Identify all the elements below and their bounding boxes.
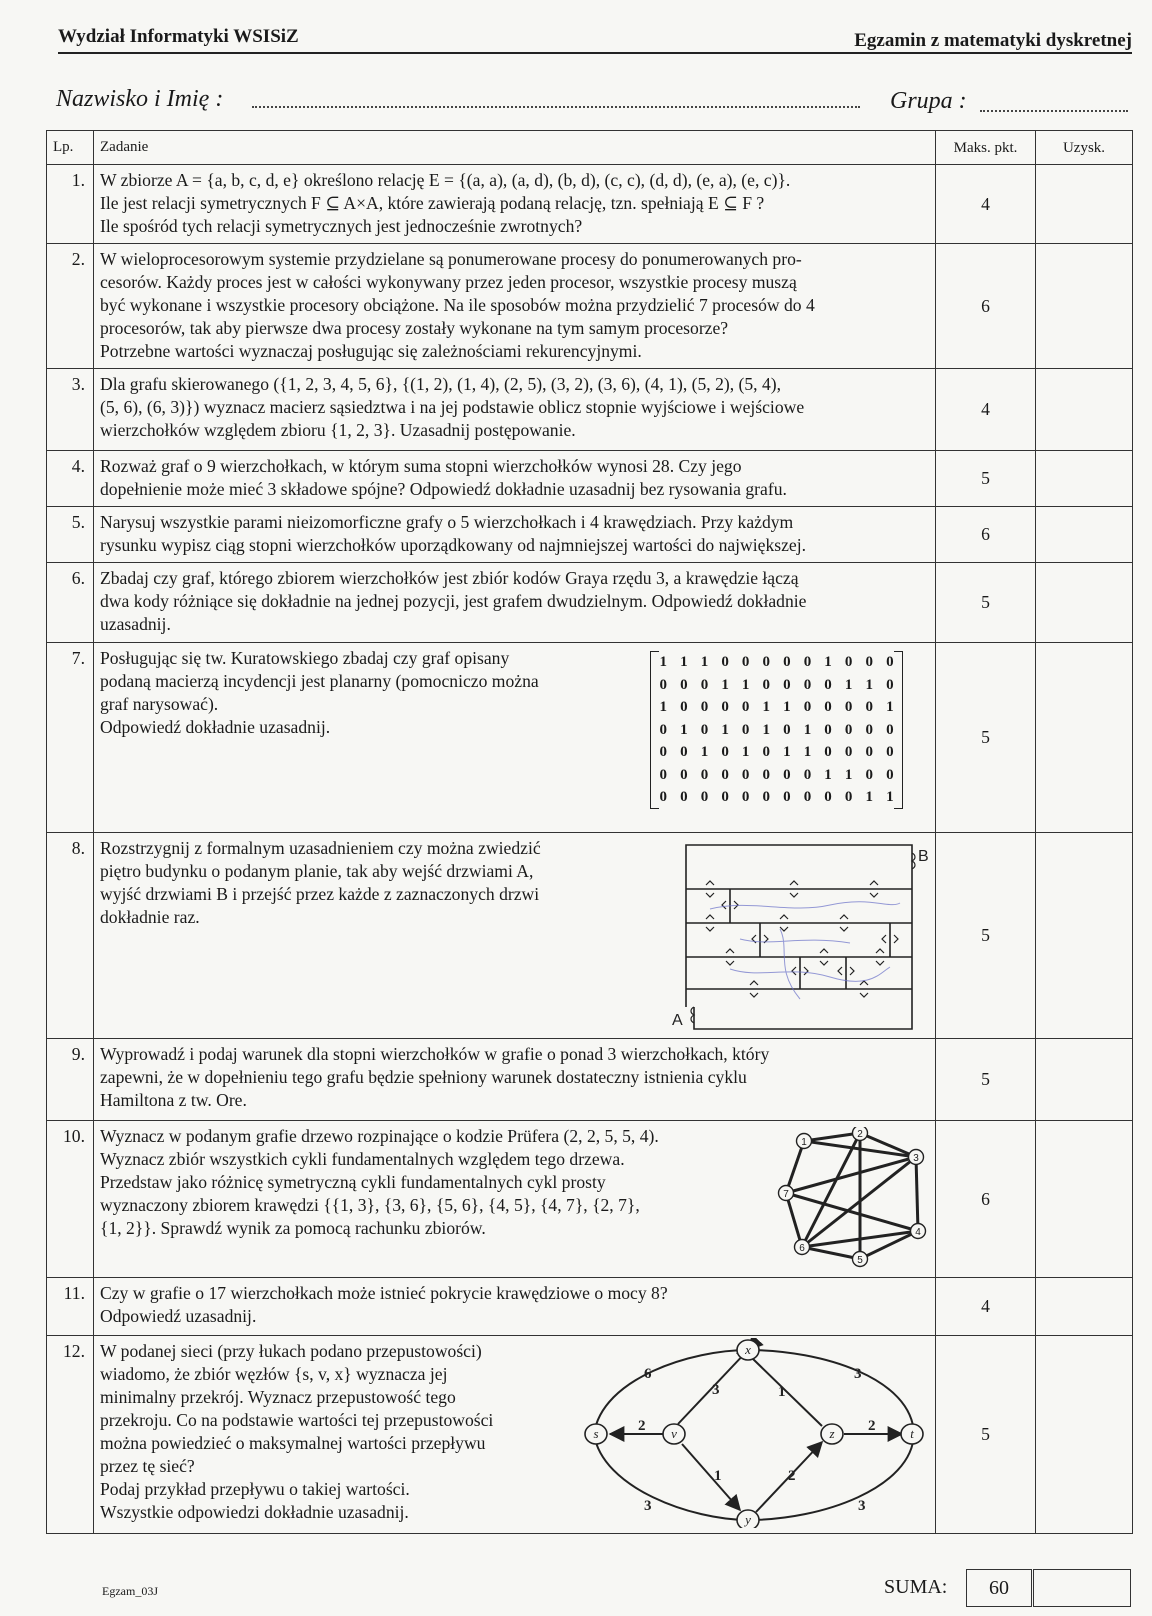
matrix-cell: 0 [659, 789, 668, 805]
matrix-cell: 1 [721, 721, 729, 738]
graph-node-label: 6 [799, 1243, 805, 1254]
graph-edge [804, 1133, 860, 1141]
task-row [47, 165, 1133, 244]
task-line: piętro budynku o podanym planie, tak aby wejść drzwiami A, [100, 861, 534, 881]
matrix-cell: 0 [741, 789, 750, 805]
task-number: 2. [47, 244, 94, 369]
matrix-cell: 1 [783, 744, 791, 760]
graph-node-label: 2 [857, 1129, 863, 1140]
task-line: minimalny przekrój. Wyznacz przepustowość tego [100, 1387, 456, 1407]
matrix-row [653, 674, 900, 697]
matrix-cell: 1 [844, 676, 853, 693]
matrix-cell: 1 [824, 654, 832, 670]
task-row [47, 369, 1133, 451]
capacity-label: 3 [858, 1498, 866, 1514]
matrix-cell: 0 [824, 699, 832, 715]
matrix-cell: 1 [721, 676, 729, 693]
matrix-cell: 0 [680, 699, 688, 715]
capacity-label: 3 [644, 1498, 652, 1514]
task-line: wyznaczony zbiorem krawędzi {{1, 3}, {3, 6}, {5, 6}, {4, 5}, {4, 7}, {2, 7}, [100, 1195, 640, 1215]
task-row [47, 1121, 1133, 1278]
matrix-cell: 0 [865, 766, 873, 783]
matrix-cell: 0 [680, 744, 688, 760]
task-line: rysunku wypisz ciąg stopni wierzchołków uporządkowany od najmniejszej wartości do największej. [100, 535, 807, 555]
earned-points-cell[interactable] [1036, 451, 1133, 507]
task-row [47, 451, 1133, 507]
matrix-cell: 1 [680, 721, 688, 738]
matrix-cell: 0 [844, 699, 853, 715]
task-text [94, 563, 936, 643]
matrix-cell: 0 [700, 789, 709, 805]
incidence-matrix [650, 651, 903, 809]
task-line: przez tę sieć? [100, 1456, 195, 1476]
matrix-row [653, 741, 900, 764]
matrix-cell: 0 [803, 654, 812, 670]
matrix-cell: 0 [865, 744, 873, 760]
capacity-label: 1 [714, 1468, 722, 1484]
matrix-cell: 0 [865, 654, 873, 670]
node-label: x [745, 1342, 751, 1357]
matrix-cell: 0 [680, 766, 688, 783]
graph-edge [916, 1157, 918, 1231]
task-number: 4. [47, 451, 94, 507]
exam-code: Egzam_03J [102, 1584, 158, 1598]
matrix-cell: 0 [803, 699, 812, 715]
task-line: Ile spośród tych relacji symetrycznych jest jednocześnie zwrotnych? [100, 216, 583, 236]
task-number: 6. [47, 563, 94, 643]
sum-earned-cell[interactable] [1033, 1569, 1131, 1607]
matrix-cell: 1 [803, 744, 812, 760]
task-line: {1, 2}}. Sprawdź wynik za pomocą rachunku zbiorów. [100, 1218, 486, 1238]
matrix-cell: 0 [844, 744, 853, 760]
matrix-cell: 1 [865, 789, 873, 805]
earned-points-cell[interactable] [1036, 369, 1133, 451]
max-points: 5 [936, 451, 1036, 507]
matrix-cell: 1 [803, 721, 812, 738]
task-text [94, 1121, 936, 1278]
task-line: graf narysować). [100, 694, 219, 714]
matrix-cell: 0 [741, 766, 750, 783]
matrix-cell: 0 [886, 744, 894, 760]
task-line: wierzchołków względem zbioru {1, 2, 3}. Uzasadnij postępowanie. [100, 420, 576, 440]
matrix-cell: 0 [865, 699, 873, 715]
task-line: Czy w grafie o 17 wierzchołkach może istnieć pokrycie krawędziowe o mocy 8? [100, 1283, 668, 1303]
matrix-cell: 0 [700, 721, 709, 738]
matrix-cell: 1 [886, 699, 894, 715]
task-row [47, 1278, 1133, 1336]
floor-plan-diagram [650, 839, 930, 1035]
matrix-cell: 0 [886, 721, 894, 738]
matrix-cell: 0 [886, 676, 894, 693]
capacity-label: 3 [712, 1382, 720, 1398]
task-number: 5. [47, 507, 94, 563]
matrix-cell: 0 [803, 766, 812, 783]
matrix-cell: 1 [741, 744, 750, 760]
faculty-name: Wydział Informatyki WSISiZ [58, 26, 299, 47]
matrix-cell: 0 [803, 676, 812, 693]
task-line: W wieloprocesorowym systemie przydzielane są ponumerowane procesy do ponumerowanych pro- [100, 249, 802, 269]
matrix-cell: 1 [886, 789, 894, 805]
task-line: cesorów. Każdy proces jest w całości wykonywany przez jeden procesor, wszystkie procesy muszą [100, 272, 797, 292]
node-label: v [671, 1426, 677, 1441]
matrix-cell: 0 [844, 654, 853, 670]
matrix-cell: 0 [721, 699, 729, 715]
task-number: 8. [47, 833, 94, 1039]
task-line: wyjść drzwiami B i przejść przez każde z zaznaczonych drzwi [100, 884, 540, 904]
node-label: y [745, 1512, 751, 1527]
matrix-cell: 0 [741, 721, 750, 738]
task-text [94, 1039, 936, 1121]
task-line: Hamiltona z tw. Ore. [100, 1090, 247, 1110]
matrix-cell: 0 [844, 721, 853, 738]
task-line: Przedstaw jako różnicę symetryczną cykli fundamentalnych cykl prosty [100, 1172, 606, 1192]
task-line: Zbadaj czy graf, którego zbiorem wierzchołków jest zbiór kodów Graya rzędu 3, a krawędzie łączą [100, 568, 799, 588]
graph-edge [786, 1141, 804, 1193]
matrix-cell: 1 [680, 654, 688, 670]
matrix-cell: 0 [783, 789, 791, 805]
earned-points-cell[interactable] [1036, 244, 1133, 369]
task-line: Odpowiedź uzasadnij. [100, 1306, 257, 1326]
matrix-cell: 0 [803, 789, 812, 805]
task-line: Odpowiedź dokładnie uzasadnij. [100, 717, 331, 737]
task-number: 11. [47, 1278, 94, 1336]
task-row [47, 1336, 1133, 1534]
task-line: W podanej sieci (przy łukach podano przepustowości) [100, 1341, 482, 1361]
flow-network-diagram [582, 1338, 932, 1528]
task-text [94, 833, 936, 1039]
matrix-cell: 0 [741, 654, 750, 670]
task-line: (5, 6), (6, 3)}) wyznacz macierz sąsiedztwa i na jej podstawie oblicz stopnie wyjściowe i wejściowe [100, 397, 805, 417]
earned-points-cell[interactable] [1036, 507, 1133, 563]
task-line: wiadomo, że zbiór węzłów {s, v, x} wyznacza jej [100, 1364, 448, 1384]
matrix-cell: 0 [659, 744, 668, 760]
task-text [94, 1336, 936, 1534]
task-text [94, 451, 936, 507]
max-points: 6 [936, 1121, 1036, 1278]
task-text [94, 1278, 936, 1336]
col-lp-header: Lp. [47, 131, 94, 165]
matrix-row [653, 651, 900, 674]
matrix-cell: 0 [721, 789, 729, 805]
matrix-cell: 0 [783, 654, 791, 670]
matrix-cell: 1 [783, 699, 791, 715]
task-row [47, 1039, 1133, 1121]
earned-points-cell[interactable] [1036, 165, 1133, 244]
task-row [47, 643, 1133, 833]
matrix-cell: 0 [762, 654, 771, 670]
task-line: dwa kody różniące się dokładnie na jednej pozycji, jest grafem dwudzielnym. Odpowiedź dokładnie [100, 591, 807, 611]
node-label: t [910, 1426, 914, 1441]
earned-points-cell[interactable] [1036, 1278, 1133, 1336]
col-task-header: Zadanie [94, 131, 936, 165]
task-row [47, 563, 1133, 643]
earned-points-cell[interactable] [1036, 563, 1133, 643]
task-line: Ile jest relacji symetrycznych F ⊆ A×A, które zawierają podaną relację, tzn. spełniają E ⊆ F ? [100, 193, 765, 213]
graph-edge [802, 1247, 860, 1259]
matrix-cell: 0 [783, 721, 791, 738]
task-row [47, 244, 1133, 369]
matrix-cell: 0 [700, 766, 709, 783]
task-line: przekroju. Co na podstawie wartości tej przepustowości [100, 1410, 494, 1430]
matrix-cell: 0 [721, 654, 729, 670]
name-field-line [252, 106, 860, 108]
group-label: Grupa : [890, 88, 967, 114]
matrix-cell: 0 [824, 789, 832, 805]
earned-points-cell[interactable] [1036, 1336, 1133, 1534]
capacity-label: 3 [854, 1366, 862, 1382]
task-text [94, 244, 936, 369]
earned-points-cell[interactable] [1036, 1121, 1133, 1278]
task-line: być wykonane i wszystkie procesory obciążone. Na ile sposobów można przydzielić 7 procesów do 4 [100, 295, 815, 315]
matrix-cell: 0 [865, 721, 873, 738]
task-text [94, 643, 936, 833]
col-max-header: Maks. pkt. [936, 131, 1036, 165]
sum-label: SUMA: [884, 1576, 948, 1598]
matrix-cell: 0 [659, 721, 668, 738]
matrix-cell: 1 [824, 766, 832, 783]
table-header-row [47, 131, 1133, 165]
capacity-label: 6 [644, 1366, 652, 1382]
matrix-cell: 0 [762, 676, 771, 693]
task-line: dopełnienie może mieć 3 składowe spójne? Odpowiedź dokładnie uzasadnij bez rysowania grafu. [100, 479, 787, 499]
max-points: 4 [936, 369, 1036, 451]
matrix-row [653, 764, 900, 787]
max-points: 4 [936, 1278, 1036, 1336]
page-header [58, 20, 1132, 54]
matrix-cell: 0 [700, 699, 709, 715]
matrix-cell: 1 [659, 654, 668, 670]
col-got-header: Uzysk. [1036, 131, 1133, 165]
task-line: Narysuj wszystkie parami nieizomorficzne grafy o 5 wierzchołkach i 4 krawędziach. Przy każdym [100, 512, 794, 532]
task-number: 9. [47, 1039, 94, 1121]
door-b-label: B [918, 848, 929, 865]
task-line: Wyznacz zbiór wszystkich cykli fundamentalnych względem tego drzewa. [100, 1149, 625, 1169]
graph-node-label: 7 [783, 1189, 789, 1200]
matrix-row [653, 786, 900, 809]
capacity-label: 2 [868, 1418, 876, 1434]
matrix-cell: 1 [700, 744, 709, 760]
task-line: zapewni, że w dopełnieniu tego grafu będzie spełniony warunek dostateczny istnienia cyklu [100, 1067, 747, 1087]
sum-value: 60 [966, 1569, 1032, 1607]
matrix-cell: 1 [762, 699, 771, 715]
matrix-cell: 1 [762, 721, 771, 738]
task-number: 3. [47, 369, 94, 451]
matrix-cell: 0 [762, 766, 771, 783]
matrix-cell: 0 [783, 676, 791, 693]
task-number: 7. [47, 643, 94, 833]
matrix-cell: 1 [865, 676, 873, 693]
capacity-label: 1 [778, 1384, 786, 1400]
matrix-cell: 0 [844, 789, 853, 805]
max-points: 5 [936, 1336, 1036, 1534]
graph-node-label: 4 [915, 1227, 921, 1238]
matrix-cell: 0 [762, 744, 771, 760]
matrix-cell: 0 [659, 676, 668, 693]
max-points: 5 [936, 1039, 1036, 1121]
task-number: 1. [47, 165, 94, 244]
task-text [94, 165, 936, 244]
graph-node-label: 1 [801, 1137, 807, 1148]
matrix-cell: 0 [680, 676, 688, 693]
task-line: procesorów, tak aby pierwsze dwa procesy zostały wykonane na tym samym procesorze? [100, 318, 729, 338]
group-field-line [980, 110, 1128, 112]
matrix-cell: 0 [680, 789, 688, 805]
node-label: z [829, 1426, 835, 1441]
matrix-cell: 0 [721, 766, 729, 783]
max-points: 6 [936, 507, 1036, 563]
matrix-cell: 0 [824, 676, 832, 693]
earned-points-cell[interactable] [1036, 643, 1133, 833]
graph-edge [786, 1193, 918, 1231]
matrix-cell: 0 [721, 744, 729, 760]
task-row [47, 507, 1133, 563]
max-points: 5 [936, 833, 1036, 1039]
max-points: 6 [936, 244, 1036, 369]
task-line: podaną macierzą incydencji jest planarny (pomocniczo można [100, 671, 539, 691]
max-points: 5 [936, 563, 1036, 643]
matrix-cell: 0 [741, 699, 750, 715]
task-line: można powiedzieć o maksymalnej wartości przepływu [100, 1433, 486, 1453]
matrix-cell: 1 [741, 676, 750, 693]
capacity-label: 2 [788, 1468, 796, 1484]
graph-diagram [776, 1127, 946, 1277]
matrix-cell: 0 [886, 766, 894, 783]
task-line: Rozważ graf o 9 wierzchołkach, w którym suma stopni wierzchołków wynosi 28. Czy jego [100, 456, 742, 476]
task-line: Rozstrzygnij z formalnym uzasadnieniem czy można zwiedzić [100, 838, 541, 858]
matrix-cell: 0 [824, 744, 832, 760]
graph-edge [802, 1133, 860, 1247]
node-label: s [593, 1426, 599, 1441]
graph-node-label: 5 [857, 1255, 863, 1266]
max-points: 4 [936, 165, 1036, 244]
graph-edge [786, 1193, 802, 1247]
max-points: 5 [936, 643, 1036, 833]
matrix-cell: 0 [700, 676, 709, 693]
capacity-label: 2 [638, 1418, 646, 1434]
matrix-row [653, 696, 900, 719]
graph-node-label: 3 [913, 1153, 919, 1164]
matrix-cell: 0 [659, 766, 668, 783]
task-line: dokładnie raz. [100, 907, 200, 927]
graph-edge [786, 1157, 916, 1193]
matrix-cell: 1 [700, 654, 709, 670]
matrix-cell: 1 [844, 766, 853, 783]
task-row [47, 833, 1133, 1039]
earned-points-cell[interactable] [1036, 1039, 1133, 1121]
name-label: Nazwisko i Imię : [56, 86, 224, 112]
task-text [94, 507, 936, 563]
task-line: Wyznacz w podanym grafie drzewo rozpinające o kodzie Prüfera (2, 2, 5, 5, 4). [100, 1126, 659, 1146]
task-line: Posługując się tw. Kuratowskiego zbadaj czy graf opisany [100, 648, 510, 668]
task-text [94, 369, 936, 451]
task-line: Wszystkie odpowiedzi dokładnie uzasadnij. [100, 1502, 409, 1522]
matrix-cell: 0 [886, 654, 894, 670]
task-line: W zbiorze A = {a, b, c, d, e} określono relację E = {(a, a), (a, d), (b, d), (c, c), (d, d), (e, a), (e, c)}. [100, 170, 791, 190]
task-line: Podaj przykład przepływu o takiej wartości. [100, 1479, 410, 1499]
task-line: Potrzebne wartości wyznaczaj posługując się zależnościami rekurencyjnymi. [100, 341, 642, 361]
matrix-row [653, 719, 900, 742]
task-line: uzasadnij. [100, 614, 171, 634]
task-number: 12. [47, 1336, 94, 1534]
matrix-cell: 1 [659, 699, 668, 715]
tasks-table [46, 130, 1133, 1534]
task-line: Wyprowadź i podaj warunek dla stopni wierzchołków w grafie o ponad 3 wierzchołkach, który [100, 1044, 770, 1064]
task-number: 10. [47, 1121, 94, 1278]
matrix-cell: 0 [783, 766, 791, 783]
task-line: Dla grafu skierowanego ({1, 2, 3, 4, 5, 6}, {(1, 2), (1, 4), (2, 5), (3, 2), (3, 6), (4, 1), (5, 2), (5, 4), [100, 374, 782, 394]
matrix-cell: 0 [762, 789, 771, 805]
matrix-cell: 0 [824, 721, 832, 738]
earned-points-cell[interactable] [1036, 833, 1133, 1039]
exam-title: Egzamin z matematyki dyskretnej [854, 30, 1132, 51]
door-a-label: A [672, 1012, 683, 1029]
